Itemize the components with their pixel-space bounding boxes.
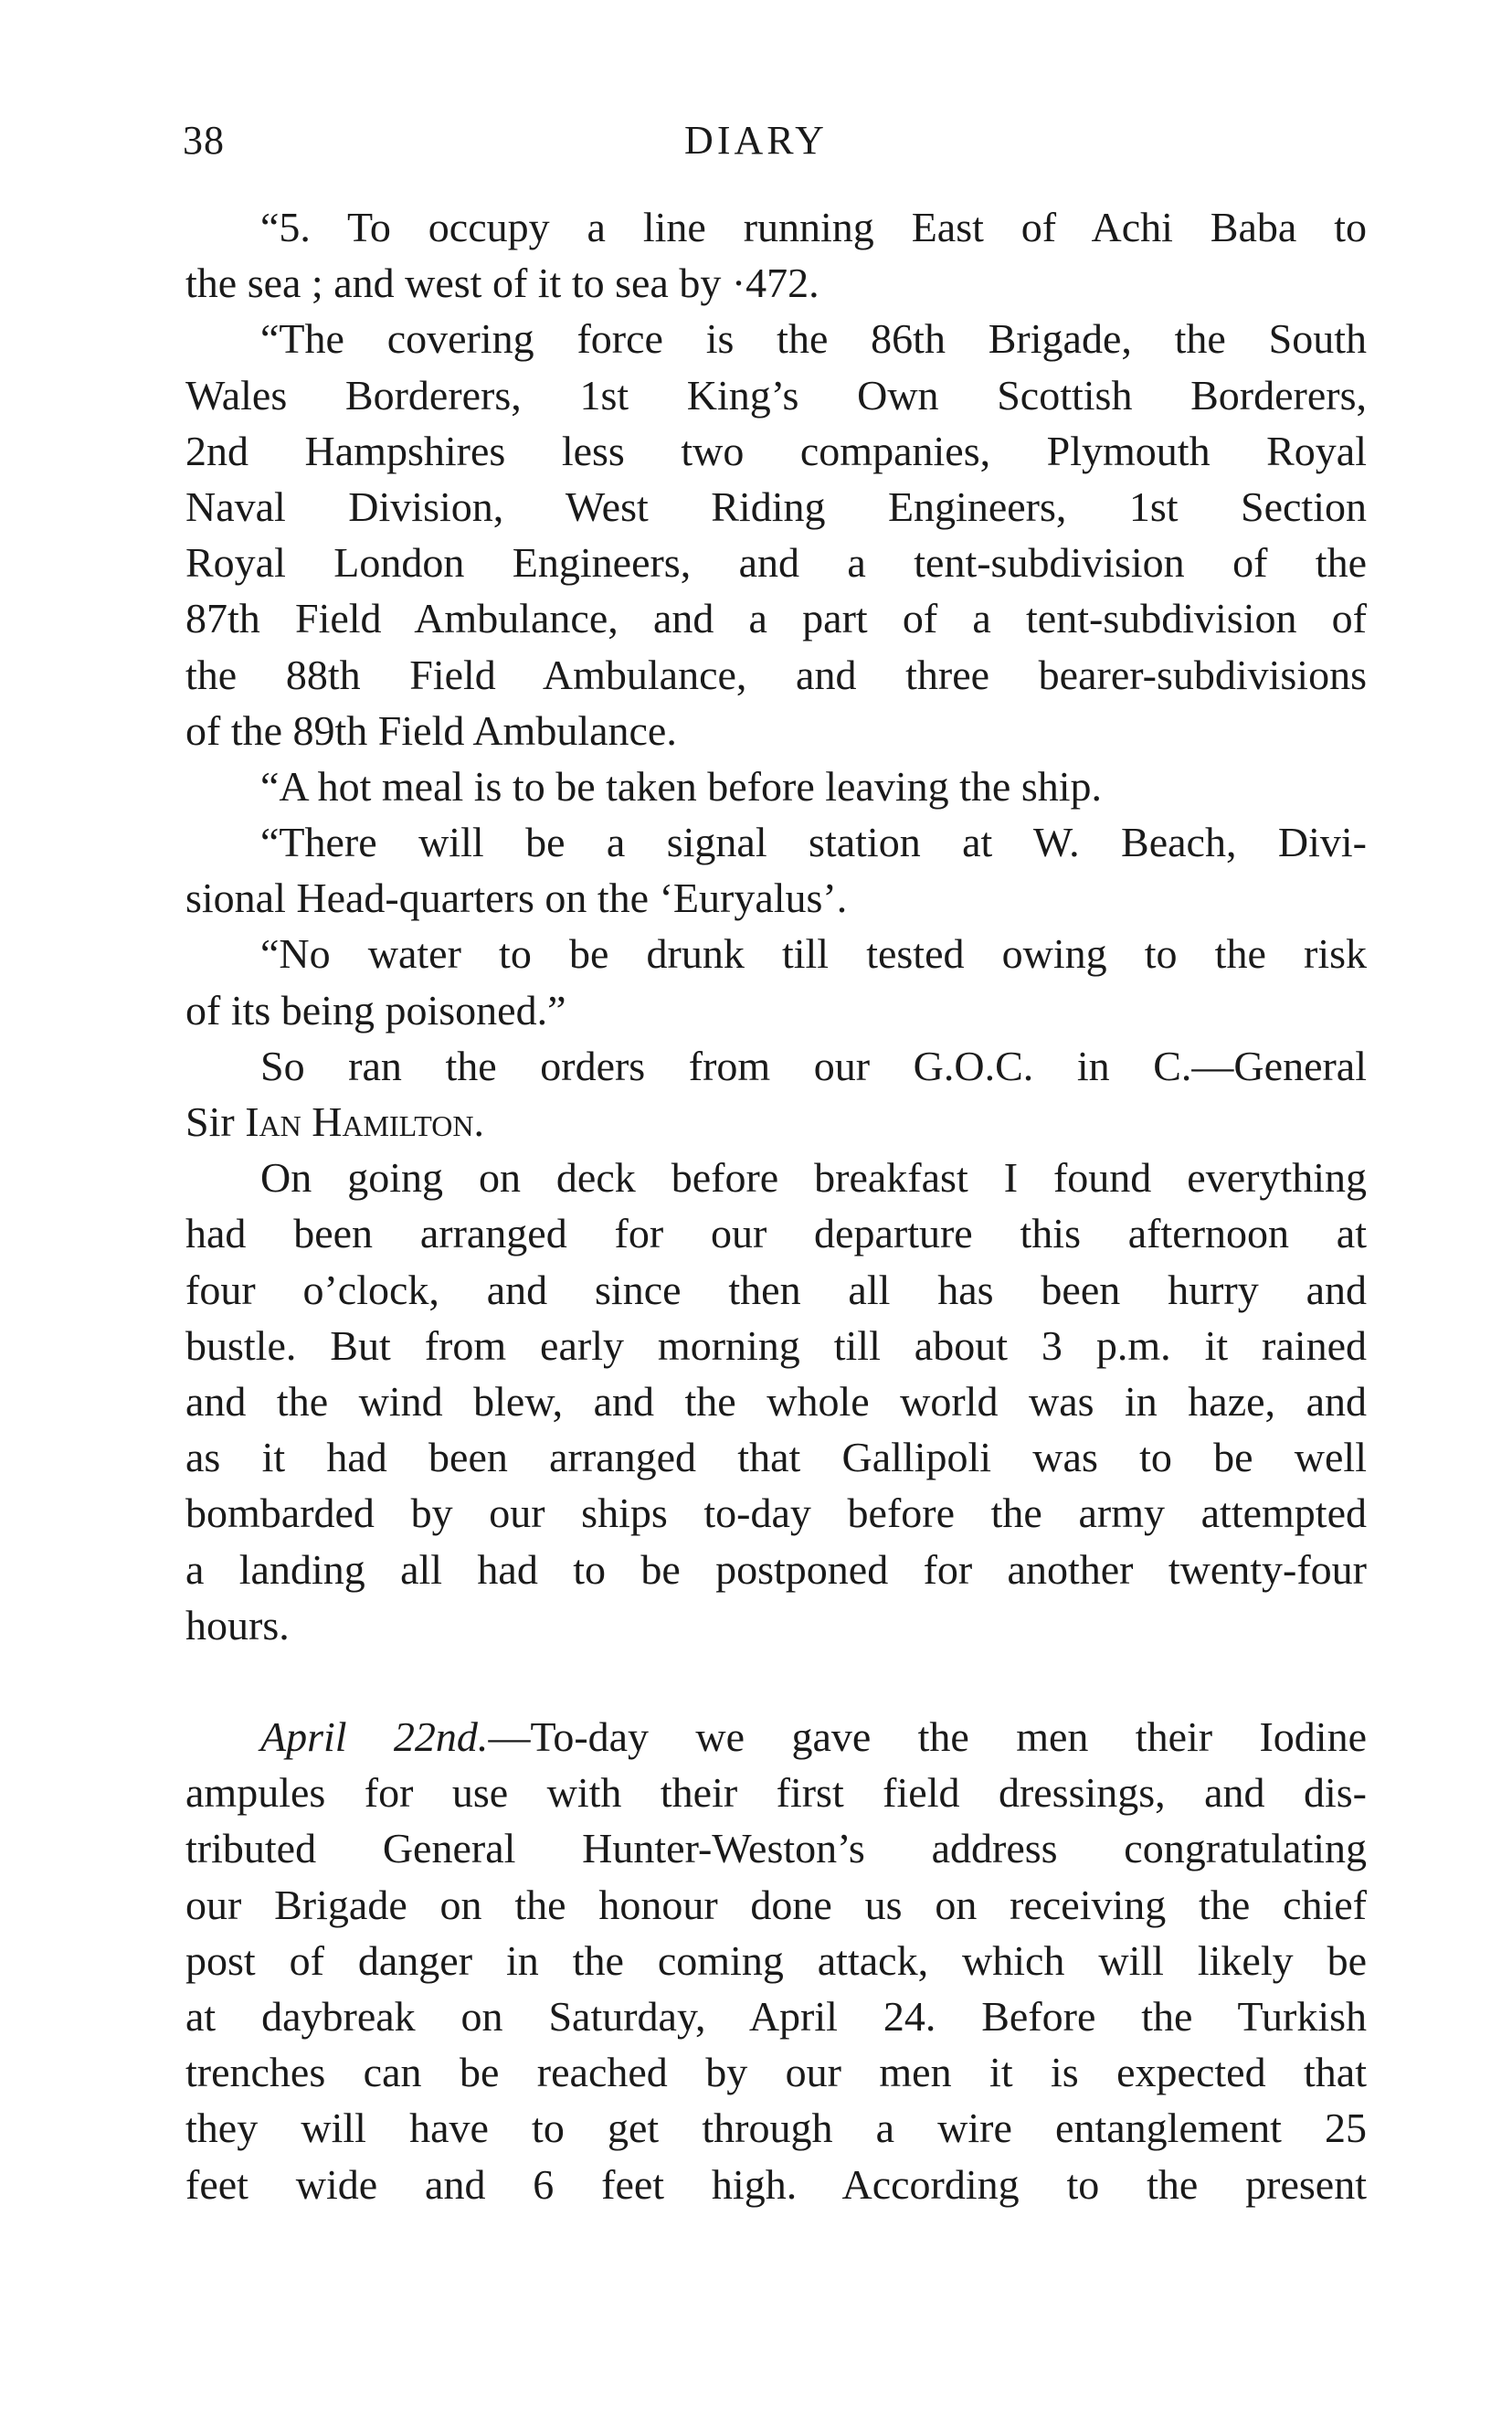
line-text: a landing all had to be postponed for another twenty-four — [185, 1545, 1367, 1593]
text-line — [185, 367, 1367, 423]
line-text: “There will be a signal station at W. Beach, Divi- — [260, 819, 1367, 866]
line-text: On going on deck before breakfast I found everything — [260, 1154, 1367, 1202]
text-line — [185, 1820, 1367, 1876]
line-text: Wales Borderers, 1st King’s Own Scottish Borderers, — [185, 371, 1367, 419]
text-line — [185, 703, 1367, 758]
text-line — [185, 1485, 1367, 1541]
line-text: and the wind blew, and the whole world was in haze, and — [185, 1377, 1367, 1425]
line-text: they will have to get through a wire entanglement 25 — [185, 2105, 1367, 2152]
line-text: as it had been arranged that Gallipoli was to be well — [185, 1434, 1367, 1481]
text-line — [185, 199, 1367, 255]
line-text: 2nd Hampshires less two companies, Plymouth Royal — [185, 427, 1367, 474]
text-line — [185, 1150, 1367, 1205]
page-header — [0, 117, 1512, 172]
text-line — [185, 479, 1367, 535]
line-text-end: . — [473, 1098, 484, 1145]
line-text: the sea ; and west of it to sea by ·472. — [185, 260, 819, 307]
line-text: sional Head-quarters on the ‘Euryalus’. — [185, 875, 848, 922]
line-text: of the 89th Field Ambulance. — [185, 706, 677, 754]
text-line — [185, 1597, 1367, 1653]
line-text: —To-day we gave the men their Iodine — [488, 1713, 1367, 1761]
text-line — [185, 1205, 1367, 1261]
line-text: at daybreak on Saturday, April 24. Before the Turkish — [185, 1993, 1367, 2040]
line-text: Naval Division, West Riding Engineers, 1st Section — [185, 482, 1367, 530]
text-line — [185, 1094, 1367, 1150]
line-text: had been arranged for our departure this afternoon at — [185, 1210, 1367, 1257]
text-line — [185, 1988, 1367, 2044]
text-line — [185, 1542, 1367, 1597]
text-line — [185, 2157, 1367, 2212]
author-name: Ian Hamilton — [245, 1098, 474, 1145]
text-line — [185, 1429, 1367, 1485]
text-line — [185, 1038, 1367, 1094]
line-text: trenches can be reached by our men it is expected that — [185, 2049, 1367, 2096]
line-text: “No water to be drunk till tested owing to the risk — [260, 930, 1367, 978]
line-text: the 88th Field Ambulance, and three bearer-subdivisions — [185, 651, 1367, 698]
line-text: feet wide and 6 feet high. According to the present — [185, 2160, 1367, 2208]
text-line — [185, 926, 1367, 981]
text-line — [185, 1765, 1367, 1820]
text-line — [185, 2044, 1367, 2100]
line-text: of its being poisoned.” — [185, 986, 566, 1034]
line-text: Sir — [185, 1098, 246, 1145]
date-heading: April 22nd. — [260, 1713, 489, 1761]
body-text — [185, 199, 1367, 2212]
text-line — [185, 982, 1367, 1038]
running-head: DIARY — [684, 118, 828, 163]
line-text: bombarded by our ships to-day before the army attempted — [185, 1490, 1367, 1537]
text-line — [185, 1709, 1367, 1765]
line-text: tributed General Hunter-Weston’s address congratulating — [185, 1825, 1367, 1872]
line-text: “5. To occupy a line running East of Achi Baba to — [260, 204, 1367, 250]
text-line — [185, 1373, 1367, 1429]
text-line — [185, 1262, 1367, 1318]
line-text: “A hot meal is to be taken before leaving the ship. — [260, 762, 1103, 810]
line-text: hours. — [185, 1601, 290, 1649]
text-line — [185, 255, 1367, 311]
line-text: bustle. But from early morning till about 3 p.m. it rained — [185, 1321, 1367, 1369]
text-line — [185, 535, 1367, 590]
text-line — [185, 814, 1367, 870]
line-text: Royal London Engineers, and a tent-subdivision of the — [185, 539, 1367, 587]
line-text: 87th Field Ambulance, and a part of a tent-subdivision of — [185, 595, 1367, 642]
text-line — [185, 423, 1367, 479]
text-line — [185, 590, 1367, 646]
text-line — [185, 758, 1367, 814]
line-text: our Brigade on the honour done us on receiving the chief — [185, 1881, 1367, 1928]
text-line — [185, 1877, 1367, 1933]
line-text: ampules for use with their first field dressings, and dis- — [185, 1769, 1367, 1817]
text-line — [185, 1933, 1367, 1988]
line-text: four o’clock, and since then all has been hurry and — [185, 1266, 1367, 1313]
paragraph-gap — [185, 1653, 1367, 1709]
page-number: 38 — [183, 118, 225, 163]
text-line — [185, 2100, 1367, 2156]
line-text: “The covering force is the 86th Brigade, the South — [260, 315, 1367, 363]
line-text: post of danger in the coming attack, which will likely be — [185, 1936, 1367, 1984]
text-line — [185, 311, 1367, 366]
text-line — [185, 870, 1367, 926]
line-text: So ran the orders from our G.O.C. in C.—General — [260, 1042, 1367, 1089]
text-line — [185, 1318, 1367, 1373]
text-line — [185, 647, 1367, 703]
